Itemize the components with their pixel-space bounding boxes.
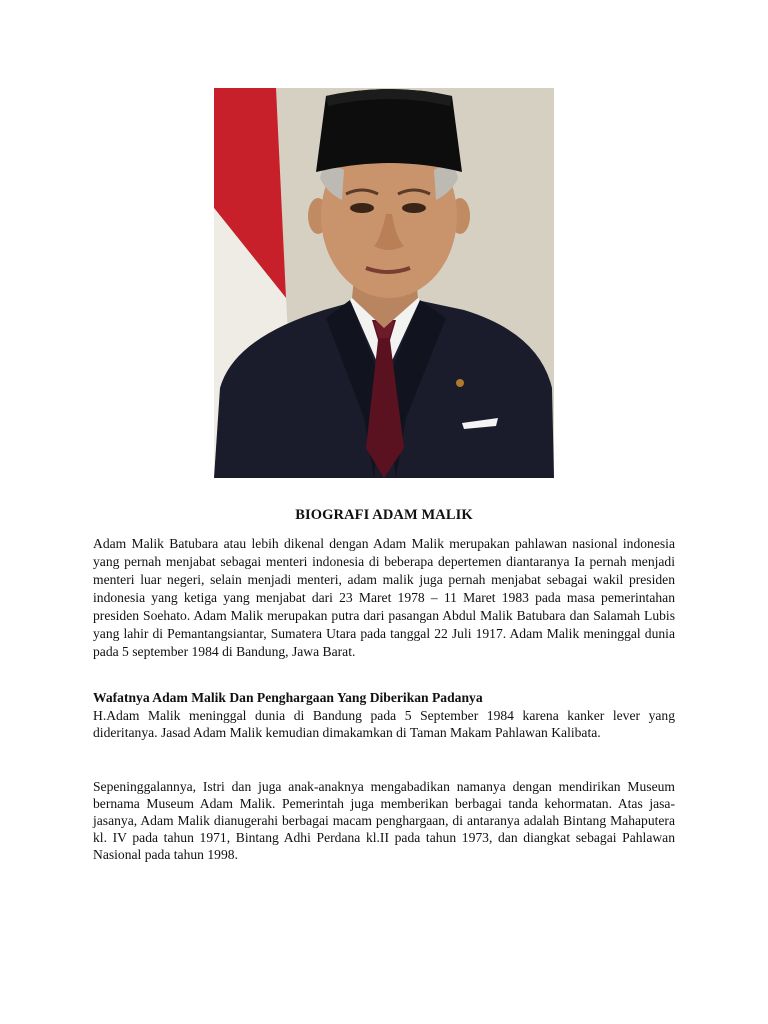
section-heading: Wafatnya Adam Malik Dan Penghargaan Yang Diberikan Padanya bbox=[93, 690, 483, 705]
portrait-photo bbox=[214, 88, 554, 478]
document-title: BIOGRAFI ADAM MALIK bbox=[295, 507, 473, 523]
biography-paragraph: Adam Malik Batubara atau lebih dikenal dengan Adam Malik merupakan pahlawan nasional indonesia yang pernah menjabat sebagai menteri indonesia di beberapa depertemen diantaranya Ia pernah menjadi menteri luar negeri, selain menjadi menteri, adam malik juga pernah menjabat sebagai wakil presiden indonesia yang ketiga yang menjabat dari 23 Maret 1978 – 11 Maret 1983 pada masa pemerintahan presiden Soehato. Adam Malik merupakan putra dari pasangan Abdul Malik Batubara dan Salamah Lubis yang lahir di Pemantangsiantar, Sumatera Utara pada tanggal 22 Juli 1917. Adam Malik meninggal dunia pada 5 september 1984 di Bandung, Jawa Barat. bbox=[93, 536, 675, 659]
honors-paragraph: Sepeninggalannya, Istri dan juga anak-anaknya mengabadikan namanya dengan mendirikan Museum bernama Museum Adam Malik. Pemerintah juga memberikan berbagai tanda kehormatan. Atas jasa-jasanya, Adam Malik dianugerahi berbagai macam penghargaan, di antaranya adalah Bintang Mahaputera kl. IV pada tahun 1971, Bintang Adhi Perdana kl.II pada tahun 1973, dan diangkat sebagai Pahlawan Nasional pada tahun 1998. bbox=[93, 779, 675, 862]
death-paragraph: H.Adam Malik meninggal dunia di Bandung pada 5 September 1984 karena kanker lever yang dideritanya. Jasad Adam Malik kemudian dimakamkan di Taman Makam Pahlawan Kalibata. bbox=[93, 708, 675, 740]
